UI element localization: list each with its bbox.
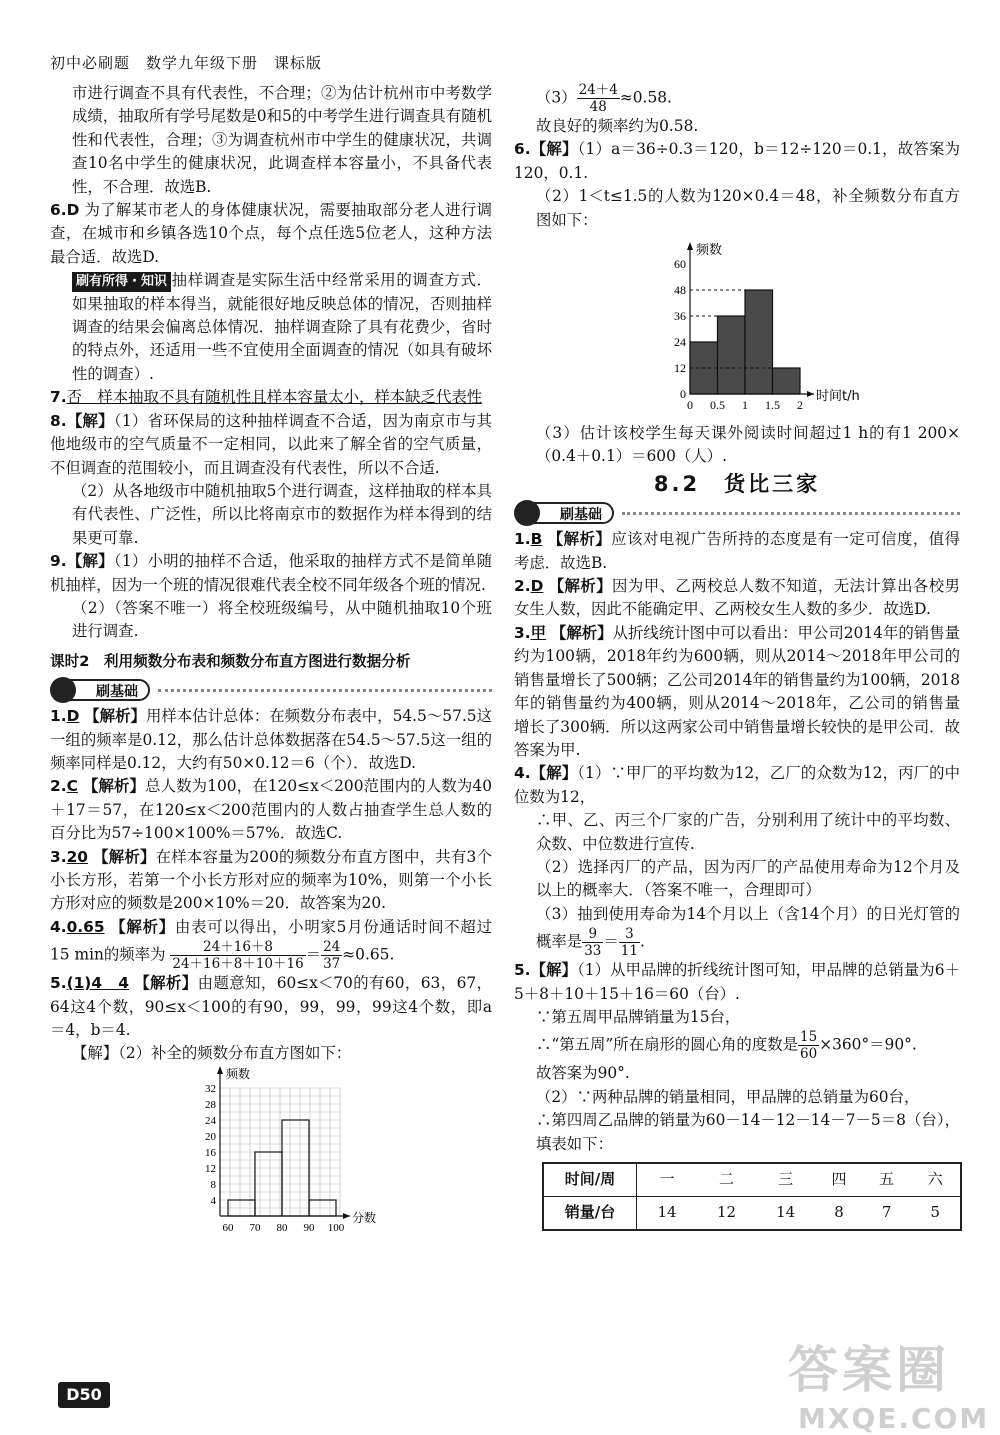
y-axis-arrow (687, 242, 693, 250)
right-column (514, 82, 960, 1231)
b4-fraction-1 (582, 926, 603, 959)
r6-block (514, 138, 960, 185)
r3-fraction-denominator: 48 (589, 99, 607, 115)
x-axis-arrow (343, 1213, 350, 1219)
q6-answer: D (66, 201, 80, 220)
q9-block (50, 550, 492, 597)
b4-part2: ∴甲、乙、丙三个厂家的广告，分别利用了统计中的平均数、众数、中位数进行宣传. (536, 811, 960, 853)
y-tick-label: 8 (210, 1178, 216, 1191)
b5-result: ×360°＝90°. (819, 1035, 917, 1054)
a5-answer: (1)4 4 (66, 974, 130, 993)
y-tick-label: 32 (205, 1082, 216, 1095)
a2-number: 2. (50, 777, 67, 796)
sales-table (542, 1162, 962, 1231)
a4-fraction-1-numerator: 24＋16＋8 (170, 939, 305, 956)
table-cell: 五 (863, 1163, 911, 1197)
r3-line (514, 82, 960, 115)
reading-time-histogram (654, 232, 874, 422)
b2-text: 因为甲、乙两校总人数不知道，无法计算出各校男女生人数，因此不能确定甲、乙两校女生人数的多少．故选D. (514, 577, 960, 619)
b3-block (514, 622, 960, 762)
x-tick-label: 2 (797, 398, 803, 413)
section-title: 8.2 货比三家 (653, 471, 821, 496)
table-cell: 14 (756, 1197, 815, 1231)
b5-number: 5. (514, 961, 531, 980)
watermark-sub: MXQE.COM (798, 1402, 990, 1435)
a4-text: 由表可以得出，小明家5月份通话时间不超过15 min的频率为 (50, 917, 492, 964)
a4-fraction-2-denominator: 37 (323, 956, 341, 973)
a3-block (50, 846, 492, 916)
section-bar (50, 677, 492, 703)
table-cell: 一 (637, 1163, 697, 1197)
q6-number: 6. (50, 201, 67, 220)
a3-text: 在样本容量为200的频数分布直方图中，共有3个小长方形，若第一个小长方形对应的频率为10%，则第一个小长方形对应的频数是200×10%＝20．故答案为20. (50, 847, 492, 913)
b5-part3-text: ∴“第五周”所在扇形的圆心角的度数是 (536, 1035, 798, 1054)
a3-number: 3. (50, 847, 67, 866)
watermark-main: 答案圈 (788, 1341, 950, 1399)
a4-fraction-1-denominator: 24＋16＋8＋10＋16 (172, 956, 304, 973)
table-cell: 12 (697, 1197, 756, 1231)
a4-answer: 0.65 (66, 917, 105, 936)
section-bar-right (514, 500, 960, 526)
x-axis-label: 时间t/h (816, 389, 860, 405)
b5-part2: ∵第五周甲品牌销量为15台， (536, 1007, 741, 1026)
table-cell: 8 (815, 1197, 863, 1231)
r3-fraction-numerator: 24＋4 (578, 82, 618, 98)
y-axis-label: 频数 (226, 1066, 251, 1081)
table-cell: 二 (697, 1163, 756, 1197)
r3-fraction (577, 82, 620, 115)
y-axis-label: 频数 (696, 243, 723, 259)
q7-answer: 否 样本抽取不具有随机性且样本容量太小，样本缺乏代表性 (66, 388, 483, 407)
b4-equals: ＝ (603, 932, 619, 951)
b3-tag: 【解析】 (550, 623, 613, 642)
a3-answer: 20 (66, 847, 88, 866)
x-tick-label: 0.5 (710, 398, 725, 413)
b5-part6: ∴第四周乙品牌的销量为60－14－12－14－7－5＝8（台），填表如下： (536, 1111, 960, 1153)
a1-block (50, 705, 492, 775)
y-tick-label: 36 (674, 309, 686, 324)
x-tick-label: 70 (249, 1221, 261, 1234)
a4-block (50, 916, 492, 972)
y-tick-label: 0 (680, 387, 686, 402)
page-header: 初中必刷题 数学九年级下册 课标版 (50, 54, 323, 72)
continued-text: 市进行调查不具有代表性，不合理；②为估计杭州市中考数学成绩，抽取所有学号尾数是0和5的中考学生进行调查具有随机性和代表性，合理；③为调查杭州市中学生的健康状况，共调查10名中学生的健康状况，此调查样本容量小，不具备代表性，不合理．故选B. (72, 84, 492, 196)
watermark-logo (788, 1330, 989, 1435)
a2-block (50, 775, 492, 845)
a1-text: 用样本估计总体：在频数分布表中，54.5～57.5这一组的频率是0.12，那么估计总体数据落在54.5～57.5这一组的频率同样是0.12，大约有50×0.12＝6（个）．故选D. (50, 707, 492, 772)
b3-answer: 甲 (530, 623, 546, 642)
a1-answer: D (66, 707, 80, 726)
lesson-title: 课时2 利用频数分布表和频数分布直方图进行数据分析 (50, 652, 411, 670)
left-column (50, 82, 492, 1236)
b5-fraction-denominator: 60 (800, 1046, 818, 1063)
dotted-divider (622, 512, 960, 515)
q9-part2: （2）（答案不唯一）将全校班级编号，从中随机抽取10个班进行调查. (72, 598, 492, 641)
b2-tag: 【解析】 (548, 577, 613, 596)
x-tick-label: 90 (303, 1221, 315, 1234)
b2-block (514, 575, 960, 622)
table-cell: 三 (756, 1163, 815, 1197)
a2-answer: C (66, 777, 78, 796)
a4-tag: 【解析】 (110, 917, 175, 936)
b4-block (514, 762, 960, 809)
q6-text: 部分老人进行调查，在城市和乡镇各选10个点，每个点任选5位老人，这种方法最合适．故选D. (50, 201, 492, 266)
y-tick-label: 60 (674, 257, 686, 272)
r6-part3: （3）估计该校学生每天课外阅读时间超过1 h的有1 200×（0.4＋0.1）＝600（人）. (536, 424, 960, 466)
b4-fraction-1-denominator: 33 (584, 943, 602, 960)
q8-part2: （2）从各地级市中随机抽取5个进行调查，这样抽取的样本具有代表性、广泛性，所以比将南京市的数据作为样本得到的结果更可靠. (72, 481, 492, 547)
table-row (543, 1197, 961, 1231)
b4-number: 4. (514, 764, 531, 783)
a5-tag: 【解析】 (134, 974, 198, 993)
r3-conclusion: 故良好的频率约为0.58. (536, 117, 699, 135)
pencil-icon (50, 677, 76, 703)
a5-number: 5. (50, 974, 67, 993)
a4-fraction-1 (170, 939, 305, 972)
a1-tag: 【解析】 (84, 707, 146, 726)
r6-part2: （2）1＜t≤1.5的人数为120×0.4＝48，补全频数分布直方图如下： (536, 187, 960, 229)
table-cell: 7 (863, 1197, 911, 1231)
b5-tag: 【解】 (530, 961, 578, 980)
b2-number: 2. (514, 577, 531, 596)
b4-fraction-1-numerator: 9 (582, 926, 603, 943)
b2-answer: D (530, 577, 544, 596)
a4-result: ≈0.65. (342, 945, 395, 964)
q8-number: 8. (50, 411, 67, 430)
table-cell: 5 (910, 1197, 961, 1231)
score-histogram (198, 1066, 388, 1236)
x-tick-label: 0 (687, 398, 693, 413)
section-badge: 刷基础 (58, 679, 150, 701)
table-cell: 四 (815, 1163, 863, 1197)
r6-number: 6. (514, 140, 531, 159)
b4-part4-text: （3）抽到使用寿命为14个月以上（含14个月）的日光灯管的概率是 (536, 904, 960, 951)
b5-part3 (514, 1029, 960, 1062)
r6-tag: 【解】 (530, 140, 578, 159)
b4-fraction-2-denominator: 11 (620, 943, 638, 960)
r3-result: ≈0.58. (619, 88, 672, 107)
r3-label: （3） (536, 88, 577, 107)
dotted-divider (158, 689, 492, 692)
a4-fraction-2-numerator: 24 (323, 939, 341, 956)
b4-part1: （1）∵甲厂的平均数为12，乙厂的众数为12，丙厂的中位数为12， (514, 764, 960, 806)
section-badge-right: 刷基础 (522, 502, 614, 524)
table-cell: 14 (637, 1197, 697, 1231)
y-tick-label: 24 (674, 335, 686, 350)
b4-fraction-2 (619, 926, 640, 959)
y-axis-arrow (217, 1066, 223, 1074)
b1-tag: 【解析】 (547, 530, 612, 549)
x-axis-arrow (807, 391, 814, 397)
q7-number: 7. (50, 388, 67, 407)
a4-fraction-2 (321, 939, 342, 972)
b4-part4 (514, 903, 960, 959)
a2-tag: 【解析】 (82, 777, 146, 796)
y-tick-label: 12 (205, 1162, 216, 1175)
q6-first-line: 为了解某市老人的身体健康状况，需要抽取 (84, 201, 383, 220)
x-tick-label: 60 (222, 1221, 234, 1234)
x-tick-label: 1.5 (765, 398, 780, 413)
y-tick-label: 4 (210, 1194, 216, 1207)
y-tick-label: 12 (674, 361, 686, 376)
y-tick-label: 28 (205, 1098, 216, 1111)
a5-part2: 【解】（2）补全的频数分布直方图如下： (72, 1044, 352, 1063)
r6-part1: （1）a＝36÷0.3＝120，b＝12÷120＝0.1，故答案为120，0.1. (514, 140, 960, 182)
histogram-bar (718, 316, 746, 394)
a2-text: 总人数为100，在120≤x＜200范围内的人数为40＋17＝57，在120≤x＜200范围内的人数占抽查学生总人数的百分比为57÷100×100%＝57%．故选C. (50, 777, 492, 843)
b1-text: 应该对电视广告所持的态度是有一定可信度，值得考虑．故选B. (514, 530, 960, 572)
b5-part5: （2）∵两种品牌的销量相同，甲品牌的总销量为60台， (536, 1087, 920, 1106)
a3-tag: 【解析】 (93, 847, 156, 866)
a5-text: 由题意知，60≤x＜70的有60，63，67，64这4个数，90≤x＜100的有90，99，99，99这4个数，即a＝4，b＝4. (50, 974, 492, 1040)
q8-part1: （1）省环保局的这种抽样调查不合适，因为南京市与其他地级市的空气质量不一定相同，以此来了解全省的空气质量，不但调查的范围较小，而且调查没有代表性，所以不合适. (50, 411, 492, 477)
a4-equals: ＝ (305, 945, 322, 964)
a4-number: 4. (50, 917, 67, 936)
b3-number: 3. (514, 623, 531, 642)
b4-tag: 【解】 (530, 764, 578, 783)
page-number: D50 (58, 1382, 110, 1408)
a5-block (50, 972, 492, 1042)
b1-block (514, 528, 960, 575)
table-cell: 六 (910, 1163, 961, 1197)
y-tick-label: 20 (205, 1130, 216, 1143)
b5-fraction-numerator: 15 (800, 1029, 818, 1046)
tip-text: 抽样调查是实际生活中经常采用的调查方式．如果抽取的样本得当，就能很好地反映总体的情况，否则抽样调查的结果会偏离总体情况．抽样调查除了具有花费少，省时的特点外，还适用一些不宜使用全面调查的情况（如具有破坏性的调查）. (72, 271, 492, 383)
x-tick-label: 100 (327, 1221, 345, 1234)
b3-text: 从折线统计图中可以看出：甲公司2014年的销售量约为100辆，2018年约为600辆，则从2014～2018年甲公司的销售量增长了500辆；乙公司2014年的销售量约为100辆，2018年的销售量约为400辆，则从2014～2018年，乙公司的销售量增长了300辆．所以这两家公司中销售量增长较快的是甲公司．故答案为甲. (514, 623, 960, 759)
q9-number: 9. (50, 552, 67, 571)
q9-part1: （1）小明的抽样不合适，他采取的抽样方式不是简单随机抽样，因为一个班的情况很难代表全校不同年级各个班的情况. (50, 552, 492, 594)
y-tick-label: 48 (674, 283, 686, 298)
table-row (543, 1163, 961, 1197)
x-axis-label: 分数 (352, 1210, 377, 1225)
q6-block (50, 199, 492, 269)
x-tick-label: 1 (742, 398, 748, 413)
y-tick-label: 24 (205, 1114, 216, 1127)
table-header-week: 时间/周 (543, 1163, 637, 1197)
b4-fraction-2-numerator: 3 (619, 926, 640, 943)
histogram-bar (745, 290, 773, 394)
b4-end: . (639, 932, 645, 951)
q9-tag: 【解】 (66, 552, 114, 571)
b1-answer: B (530, 530, 543, 549)
b5-block (514, 959, 960, 1006)
y-tick-label: 16 (205, 1146, 216, 1159)
x-tick-label: 80 (276, 1221, 288, 1234)
table-header-sales: 销量/台 (543, 1197, 637, 1231)
b5-fraction (798, 1029, 819, 1062)
a1-number: 1. (50, 707, 67, 726)
b4-part3: （2）选择丙厂的产品，因为丙厂的产品使用寿命为12个月及以上的概率大．（答案不唯一，合理即可） (536, 857, 960, 900)
b5-part4: 故答案为90°. (536, 1064, 630, 1083)
tip-tag: 刷有所得・知识 (72, 272, 171, 292)
q7-block (50, 386, 492, 409)
q8-block (50, 410, 492, 480)
q8-tag: 【解】 (66, 411, 114, 430)
b1-number: 1. (514, 530, 531, 549)
b5-part1: （1）从甲品牌的折线统计图可知，甲品牌的总销量为6＋5＋8＋10＋15＋16＝60（台）. (514, 961, 960, 1003)
tip-block (50, 269, 492, 386)
histogram-bar (773, 368, 801, 394)
